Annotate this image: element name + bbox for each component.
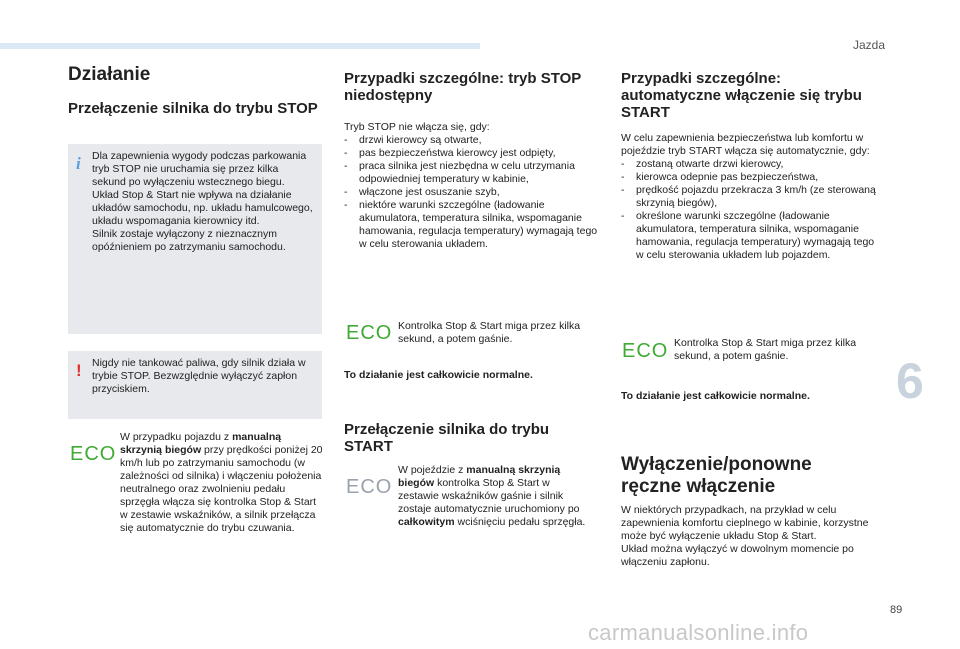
- warning-icon: !: [76, 361, 82, 380]
- list-item: - pas bezpieczeństwa kierowcy jest odpięty,: [344, 147, 604, 160]
- main-heading: Działanie: [68, 64, 151, 85]
- stop-unavailable-list: [344, 134, 604, 251]
- warning-note-text: Nigdy nie tankować paliwa, gdy silnik działa w trybie STOP. Bezwzględnie wyłączyć zapłon przyciskiem.: [92, 357, 306, 395]
- auto-start-heading: Przypadki szczególne: automatyczne włączenie się trybu START: [621, 70, 862, 121]
- column-1: [68, 64, 328, 117]
- eco-blink-text: Kontrolka Stop & Start miga przez kilka sekund, a potem gaśnie.: [398, 320, 581, 345]
- eco-icon: ECO: [346, 322, 393, 344]
- manual-toggle-text: W niektórych przypadkach, na przykład w celu zapewnienia komfortu cieplnego w kabinie, korzystne może być wyłączenie układu Stop & Start. Układ można wyłączyć w dowolnym momencie po włączeniu zapłonu.: [621, 504, 869, 568]
- auto-start-list: [621, 158, 879, 262]
- info-icon: i: [76, 154, 81, 173]
- eco-icon: ECO: [70, 443, 117, 465]
- column-3: [621, 70, 879, 262]
- manual-gearbox-text: W przypadku pojazdu z manualną skrzynią biegów przy prędkości poniżej 20 km/h lub po zatrzymaniu samochodu (w zależności od silnika) i włączeniu położenia neutralnego oraz zwolnieniu pedału sprzęgła włącza się kontrolka Stop & Start w zestawie wskaźników, a silnik przełącza się automatycznie do trybu czuwania.: [120, 431, 323, 534]
- header-bar: [0, 43, 480, 49]
- info-note: [68, 144, 322, 334]
- eco-blink-text: Kontrolka Stop & Start miga przez kilka sekund, a potem gaśnie.: [674, 337, 857, 362]
- stop-unavailable-heading: Przypadki szczególne: tryb STOP niedostępny: [344, 70, 582, 104]
- watermark: carmanualsonline.info: [588, 620, 809, 645]
- list-item: - określone warunki szczególne (ładowanie akumulatora, temperatura silnika, wspomaganie hamowania, regulacja temperatury) wymagają tego w celu sterowania układem lub pojazdem.: [621, 210, 879, 262]
- normal-note: To działanie jest całkowicie normalne.: [621, 390, 810, 402]
- list-item: - niektóre warunki szczególne (ładowanie akumulatora, temperatura silnika, wspomaganie hamowania, regulacja temperatury) wymagają tego w celu sterowania układem.: [344, 199, 604, 251]
- list-item: - drzwi kierowcy są otwarte,: [344, 134, 604, 147]
- list-item: - włączone jest osuszanie szyb,: [344, 186, 604, 199]
- manual-toggle-heading: Wyłączenie/ponowne ręczne włączenie: [621, 454, 812, 497]
- stop-heading: Przełączenie silnika do trybu STOP: [68, 100, 318, 117]
- chapter-number: 6: [896, 353, 924, 409]
- stop-unavailable-intro: Tryb STOP nie włącza się, gdy:: [344, 121, 490, 133]
- start-text: W pojeździe z manualną skrzynią biegów kontrolka Stop & Start w zestawie wskaźników gaśnie i silnik zostaje automatycznie uruchomiony po całkowitym wciśnięciu pedału sprzęgła.: [398, 464, 586, 528]
- eco-icon: ECO: [622, 340, 669, 362]
- list-item: - kierowca odepnie pas bezpieczeństwa,: [621, 171, 879, 184]
- auto-start-intro: W celu zapewnienia bezpieczeństwa lub komfortu w pojeździe tryb START włącza się automatycznie, gdy:: [621, 132, 870, 157]
- info-note-text: Dla zapewnienia wygody podczas parkowania tryb STOP nie uruchamia się przez kilka sekund po wyłączeniu wstecznego biegu. Układ Stop & Start nie wpływa na działanie układów samochodu, np. układu hamulcowego, układu wspomagania kierownicy itd. Silnik zostaje wyłączony z nieznacznym opóźnieniem po zatrzymaniu samochodu.: [92, 150, 313, 253]
- eco-off-icon: ECO: [346, 476, 393, 498]
- page-number: 89: [890, 604, 903, 616]
- warning-note: [68, 351, 322, 419]
- normal-note: To działanie jest całkowicie normalne.: [344, 369, 533, 381]
- start-heading: Przełączenie silnika do trybu START: [344, 421, 550, 455]
- list-item: - zostaną otwarte drzwi kierowcy,: [621, 158, 879, 171]
- column-2: [344, 70, 604, 251]
- section-title: Jazda: [853, 38, 886, 52]
- list-item: - praca silnika jest niezbędna w celu utrzymania odpowiedniej temperatury w kabinie,: [344, 160, 604, 186]
- list-item: - prędkość pojazdu przekracza 3 km/h (ze sterowaną skrzynią biegów),: [621, 184, 879, 210]
